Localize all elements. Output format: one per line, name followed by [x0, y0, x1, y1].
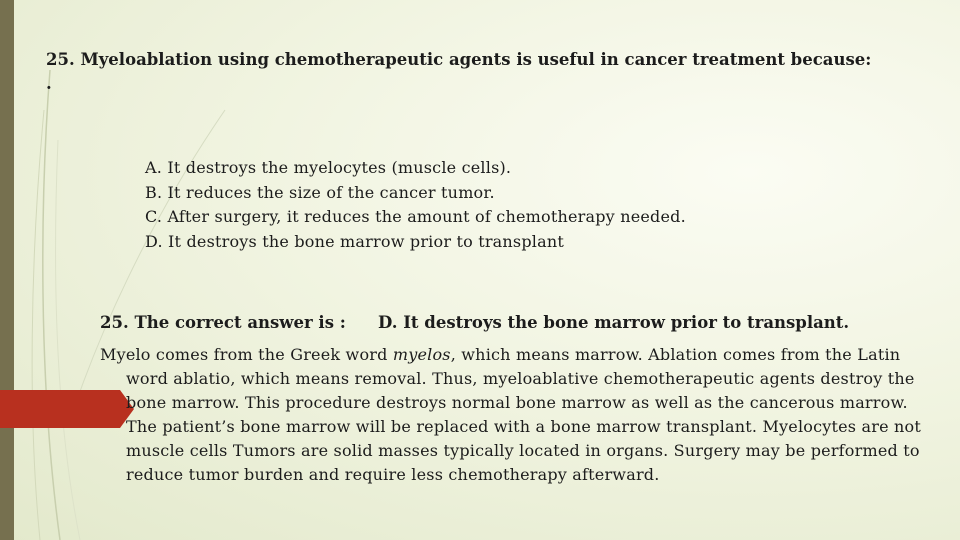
- option-d: D. It destroys the bone marrow prior to transplant: [145, 231, 564, 251]
- option-b: B. It reduces the size of the cancer tumor.: [145, 182, 495, 202]
- option-a: A. It destroys the myelocytes (muscle cells).: [145, 158, 512, 177]
- correct-answer-label: 25. The correct answer is :: [100, 313, 346, 332]
- explanation-part-2: , which means marrow. Ablation comes from the Latin word ablatio, which means removal. Thus, myeloablative chemotherapeutic agents destroy the bone marrow. This procedure destroys normal bone marrow as well as the cancerous marrow. The patient’s bone marrow will be replaced with a bone marrow transplant. Myelocytes are not muscle cells Tumors are solid masses typically located in organs. Surgery may be performed to reduce tumor burden and require less chemotherapy afterward.: [126, 345, 922, 484]
- question-bullet: .: [46, 74, 52, 93]
- left-decorative-bar: [0, 0, 14, 540]
- option-c: C. After surgery, it reduces the amount of chemotherapy needed.: [145, 207, 686, 226]
- explanation-paragraph: [100, 343, 934, 487]
- question-title-text: 25. Myeloablation using chemotherapeutic agents is useful in cancer treatment because:: [46, 50, 872, 69]
- explanation-part-1: Myelo comes from the Greek word: [100, 345, 393, 364]
- answer-options: [145, 156, 905, 254]
- explanation-italic-word: myelos: [392, 345, 451, 364]
- correct-answer-text: D. It destroys the bone marrow prior to transplant.: [378, 313, 850, 332]
- question-title: [46, 48, 926, 96]
